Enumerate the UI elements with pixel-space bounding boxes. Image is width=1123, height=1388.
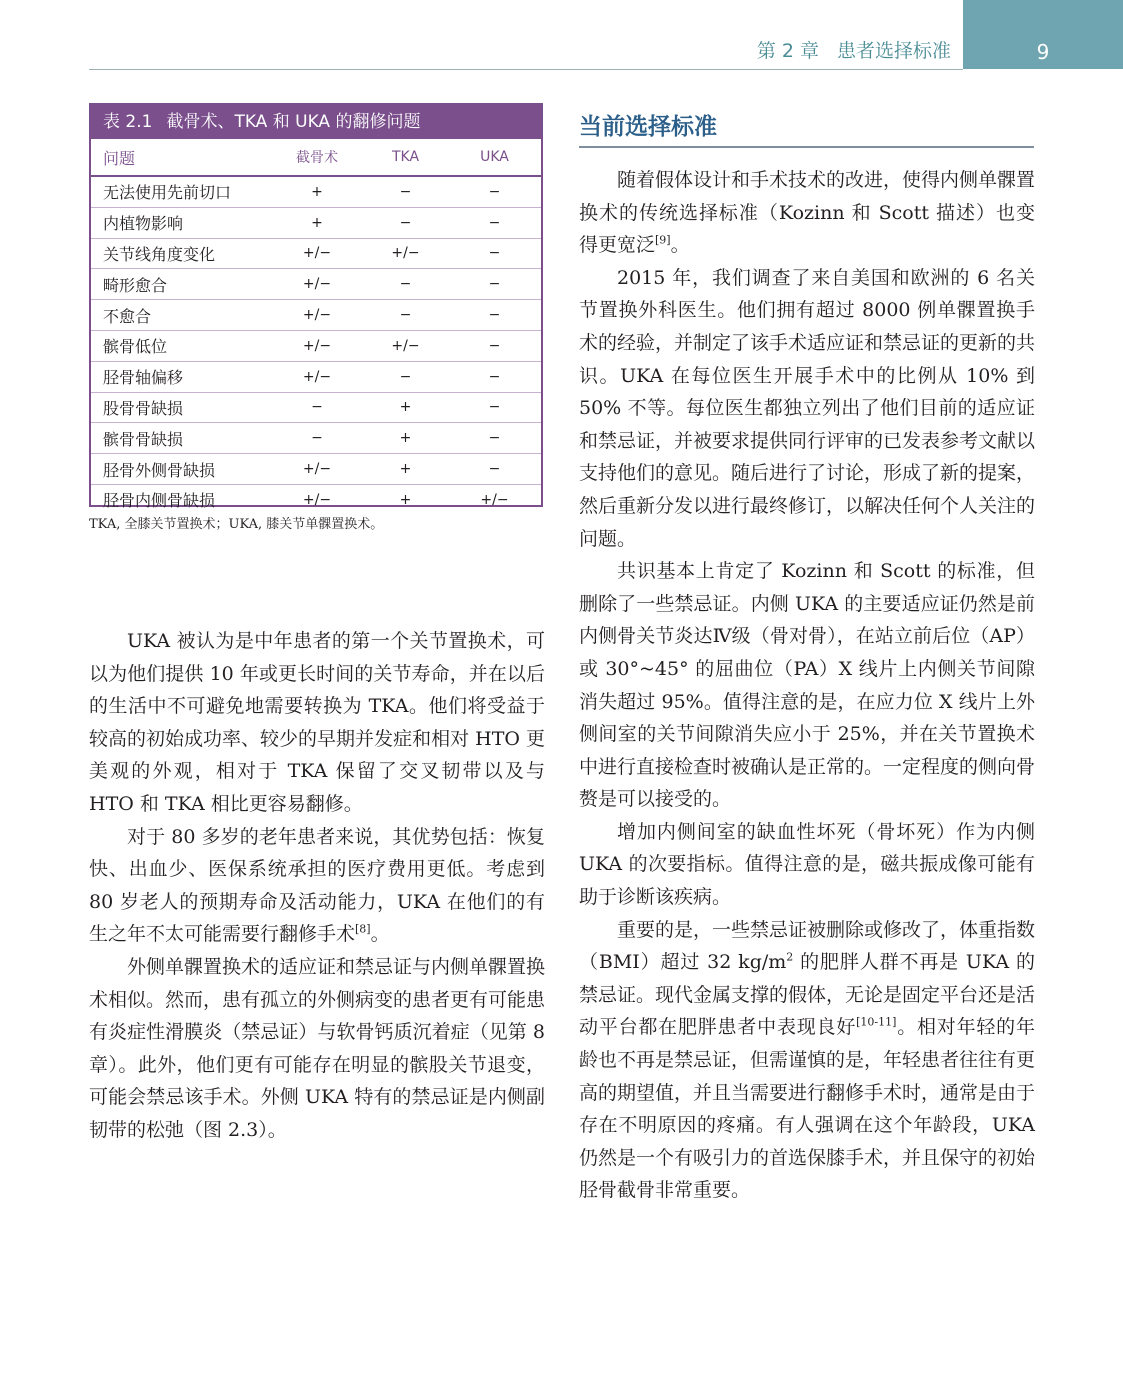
table-header-row <box>91 139 541 176</box>
issue-cell: 关节线角度变化 <box>91 238 271 269</box>
table-row <box>91 484 541 514</box>
value-cell: − <box>448 423 541 454</box>
value-cell: +/− <box>271 300 363 331</box>
table-row <box>91 392 541 423</box>
body-paragraph: UKA 被认为是中年患者的第一个关节置换术，可以为他们提供 10 年或更长时间的关节寿命，并在以后的生活中不可避免地需要转换为 TKA。他们将受益于较高的初始成功率、较少的早期并发症和相对 HTO 更美观的外观，相对于 TKA 保留了交叉韧带以及与 HTO 和 TKA 相比更容易翻修。 <box>89 630 545 815</box>
value-cell: + <box>271 207 363 238</box>
citation: [10-11] <box>856 1016 897 1030</box>
table-number: 表 2.1 <box>103 112 153 132</box>
citation: [8] <box>355 923 371 937</box>
issue-cell: 胫骨内侧骨缺损 <box>103 491 216 511</box>
body-paragraph: 2015 年，我们调查了来自美国和欧洲的 6 名关节置换外科医生。他们拥有超过 8000 例单髁置换手术的经验，并制定了该手术适应证和禁忌证的更新的共识。UKA 在每位医生开展手术中的比例从 10% 到 50% 不等。每位医生都独立列出了他们目前的适应证和禁忌证，并被要求提供同行评审的已发表参考文献以支持他们的意见。随后进行了讨论，形成了新的提案，然后重新分发以进行最终修订，以解决任何个人关注的问题。 <box>579 266 1036 550</box>
paragraph-text: 重要的是，一些禁忌证被删除或修改了，体重指数（BMI）超过 32 kg/m <box>579 918 1036 974</box>
body-paragraph <box>579 914 1035 1207</box>
issue-cell: 髌骨低位 <box>91 330 271 361</box>
issue-cell: 胫骨轴偏移 <box>91 361 271 392</box>
col-header-issue: 问题 <box>91 139 271 176</box>
value-cell: + <box>271 176 363 207</box>
table-footnote: TKA, 全膝关节置换术；UKA, 膝关节单髁置换术。 <box>89 517 384 532</box>
value-cell: − <box>448 392 541 423</box>
table-row <box>91 423 541 454</box>
value-cell: +/− <box>363 238 448 269</box>
value-cell: + <box>363 392 448 423</box>
value-cell: − <box>363 269 448 300</box>
col-header-osteotomy: 截骨术 <box>271 139 363 176</box>
body-paragraph: 外侧单髁置换术的适应证和禁忌证与内侧单髁置换术相似。然而，患有孤立的外侧病变的患者更有可能患有炎症性滑膜炎（禁忌证）与软骨钙质沉着症（见第 8 章）。此外，他们更有可能存在明显的髌股关节退变，可能会禁忌该手术。外侧 UKA 特有的禁忌证是内侧副韧带的松弛（图 2.3）。 <box>89 955 546 1141</box>
col-header-uka: UKA <box>448 139 541 176</box>
value-cell: − <box>363 300 448 331</box>
issue-cell: 畸形愈合 <box>91 269 271 300</box>
table-row <box>91 269 541 300</box>
revision-issues-table <box>89 103 543 511</box>
value-cell: − <box>271 392 363 423</box>
value-cell: − <box>448 454 541 485</box>
value-cell: − <box>448 330 541 361</box>
header-divider <box>89 69 963 70</box>
paragraph-end: 。 <box>670 234 690 257</box>
value-cell: − <box>448 176 541 207</box>
value-cell: + <box>363 423 448 454</box>
issue-cell: 髌骨骨缺损 <box>91 423 271 454</box>
value-cell: − <box>448 207 541 238</box>
running-header <box>757 36 951 63</box>
table-row <box>91 361 541 392</box>
value-cell: +/− <box>271 238 363 269</box>
paragraph-text: 对于 80 多岁的老年患者来说，其优势包括：恢复快、出血少、医保系统承担的医疗费用更低。考虑到 80 岁老人的预期寿命及活动能力，UKA 在他们的有生之年不太可能需要行翻修手术 <box>89 825 545 946</box>
chapter-number: 第 2 章 <box>756 40 819 62</box>
table-row <box>91 300 541 331</box>
value-cell: +/− <box>271 269 363 300</box>
table-row <box>91 238 541 269</box>
value-cell: − <box>448 361 541 392</box>
issue-cell: 内植物影响 <box>91 207 271 238</box>
value-cell: − <box>448 300 541 331</box>
paragraph-end: 。 <box>370 923 390 946</box>
paragraph-text: 。相对年轻的年龄也不再是禁忌证，但需谨慎的是，年轻患者往往有更高的期望值，并且当需要进行翻修手术时，通常是由于存在不明原因的疼痛。有人强调在这个年龄段，UKA 仍然是一个有吸引力的首选保膝手术，并且保守的初始胫骨截骨非常重要。 <box>579 1016 1036 1202</box>
value-cell: +/− <box>480 491 509 508</box>
left-column <box>89 625 545 1147</box>
value-cell: − <box>363 207 448 238</box>
paragraph-text: 随着假体设计和手术技术的改进，使得内侧单髁置换术的传统选择标准（Kozinn 和 Scott 描述）也变得更宽泛 <box>579 169 1036 257</box>
table-caption: 截骨术、TKA 和 UKA 的翻修问题 <box>166 112 421 132</box>
table-title <box>91 105 541 139</box>
right-column <box>579 164 1035 1207</box>
issue-cell: 不愈合 <box>91 300 271 331</box>
value-cell: + <box>363 454 448 485</box>
table-row <box>91 454 541 485</box>
chapter-title: 患者选择标准 <box>836 40 951 62</box>
value-cell: +/− <box>363 330 448 361</box>
paragraph-text: 的肥胖人群不再是 UKA 的禁忌证。现代金属支撑的假体，无论是固定平台还是活动平台都在肥胖患者中表现良好 <box>579 951 1036 1039</box>
body-paragraph: 共识基本上肯定了 Kozinn 和 Scott 的标准，但删除了一些禁忌证。内侧 UKA 的主要适应证仍然是前内侧骨关节炎达Ⅳ级（骨对骨），在站立前后位（AP）或 30°~45° 的屈曲位（PA）X 线片上内侧关节间隙消失超过 95%。值得注意的是，在应力位 X 线片上外侧间室的关节间隙消失应小于 25%，并在关节置换术中进行直接检查时被确认是正常的。一定程度的侧向骨赘是可以接受的。 <box>579 560 1036 811</box>
table-row <box>91 176 541 207</box>
issue-cell: 股骨骨缺损 <box>91 392 271 423</box>
value-cell: − <box>448 269 541 300</box>
table-row <box>91 207 541 238</box>
citation: [9] <box>655 233 671 247</box>
superscript: 2 <box>786 950 794 964</box>
value-cell: − <box>363 176 448 207</box>
issue-cell: 胫骨外侧骨缺损 <box>91 454 271 485</box>
value-cell: +/− <box>302 491 332 508</box>
value-cell: − <box>271 423 363 454</box>
value-cell: + <box>399 491 412 508</box>
issue-cell: 无法使用先前切口 <box>91 176 271 207</box>
table-grid <box>91 139 541 515</box>
value-cell: +/− <box>271 361 363 392</box>
col-header-tka: TKA <box>363 139 448 176</box>
body-paragraph: 增加内侧间室的缺血性坏死（骨坏死）作为内侧 UKA 的次要指标。值得注意的是，磁共振成像可能有助于诊断该疾病。 <box>579 820 1035 909</box>
body-paragraph <box>89 821 545 951</box>
value-cell: +/− <box>271 454 363 485</box>
section-heading: 当前选择标准 <box>579 108 1034 148</box>
value-cell: − <box>363 361 448 392</box>
value-cell: − <box>448 238 541 269</box>
table-row <box>91 330 541 361</box>
value-cell: +/− <box>271 330 363 361</box>
page-number: 9 <box>963 0 1123 69</box>
body-paragraph <box>579 164 1035 262</box>
